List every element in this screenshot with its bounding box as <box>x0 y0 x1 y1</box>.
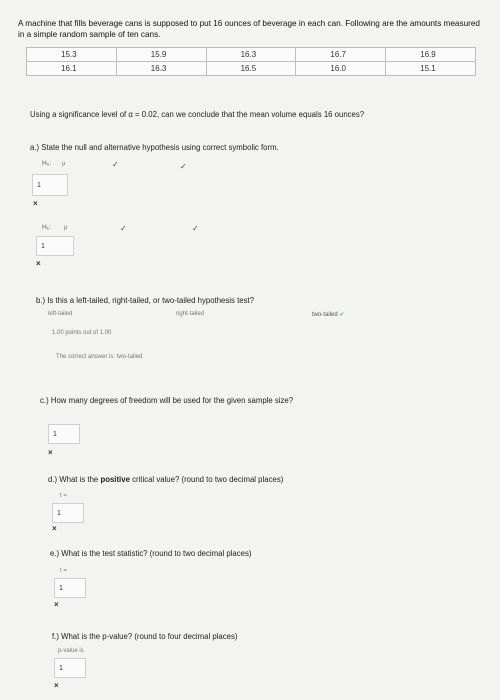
h1-checkmark-icon: ✓ <box>120 224 127 233</box>
h0-checkmark-icon: ✓ <box>180 162 187 171</box>
option-two-tailed[interactable] <box>312 311 344 318</box>
incorrect-icon: × <box>36 259 41 268</box>
table-cell: 16.9 <box>386 48 476 62</box>
problem-intro: A machine that fills beverage cans is supposed to put 16 ounces of beverage in each can. Following are the amounts measured in a simple random sample of ten cans. <box>18 19 480 39</box>
t-label: t = <box>60 493 67 499</box>
points-status: 1.00 points out of 1.00 <box>52 330 112 336</box>
table-cell: 16.1 <box>27 62 117 76</box>
incorrect-icon: × <box>33 199 38 208</box>
h1-value-input[interactable]: 1 <box>36 236 74 256</box>
h0-checkmark-icon: ✓ <box>112 160 119 169</box>
part-a-prompt: a.) State the null and alternative hypothesis using correct symbolic form. <box>30 143 279 152</box>
main-question: Using a significance level of α = 0.02, can we conclude that the mean volume equals 16 ounces? <box>30 110 365 119</box>
part-d-prompt <box>48 475 283 484</box>
table-cell: 16.5 <box>206 62 296 76</box>
sample-data-table <box>26 47 476 76</box>
p-value-label: p-value is <box>58 648 84 654</box>
t-label: t = <box>60 568 67 574</box>
p-value-input[interactable]: 1 <box>54 658 86 678</box>
table-row <box>27 62 476 76</box>
incorrect-icon: × <box>54 681 59 690</box>
incorrect-icon: × <box>48 448 53 457</box>
critical-value-input[interactable]: 1 <box>52 503 84 523</box>
correct-answer-text: The correct answer is: two-tailed <box>56 354 143 360</box>
option-two-tailed-label: two-tailed <box>312 312 338 318</box>
table-cell: 15.1 <box>386 62 476 76</box>
part-d-prompt-start: d.) What is the <box>48 475 101 484</box>
part-b-prompt: b.) Is this a left-tailed, right-tailed, or two-tailed hypothesis test? <box>36 296 254 305</box>
part-d-prompt-end: critical value? (round to two decimal places) <box>129 475 284 484</box>
h1-label: H₁: <box>42 224 51 231</box>
table-cell: 15.3 <box>27 48 117 62</box>
table-cell: 16.3 <box>116 62 206 76</box>
table-cell: 16.0 <box>296 62 386 76</box>
checkmark-icon: ✓ <box>339 312 345 318</box>
incorrect-icon: × <box>52 524 57 533</box>
h0-value-input[interactable]: 1 <box>32 174 68 196</box>
h1-symbol: μ <box>64 225 68 231</box>
part-f-prompt: f.) What is the p-value? (round to four decimal places) <box>52 632 238 641</box>
h1-checkmark-icon: ✓ <box>192 224 199 233</box>
part-c-prompt: c.) How many degrees of freedom will be used for the given sample size? <box>40 396 294 405</box>
part-e-prompt: e.) What is the test statistic? (round to two decimal places) <box>50 549 252 558</box>
test-statistic-input[interactable]: 1 <box>54 578 86 598</box>
table-cell: 16.7 <box>296 48 386 62</box>
h0-symbol: μ <box>62 161 66 167</box>
part-d-prompt-bold: positive <box>100 475 130 484</box>
table-cell: 15.9 <box>116 48 206 62</box>
incorrect-icon: × <box>54 600 59 609</box>
option-left-tailed[interactable]: left-tailed <box>48 311 73 317</box>
h0-label: H₀: <box>42 160 52 167</box>
option-right-tailed[interactable]: right-tailed <box>176 311 205 317</box>
table-row <box>27 48 476 62</box>
degrees-of-freedom-input[interactable]: 1 <box>48 424 80 444</box>
table-cell: 16.3 <box>206 48 296 62</box>
